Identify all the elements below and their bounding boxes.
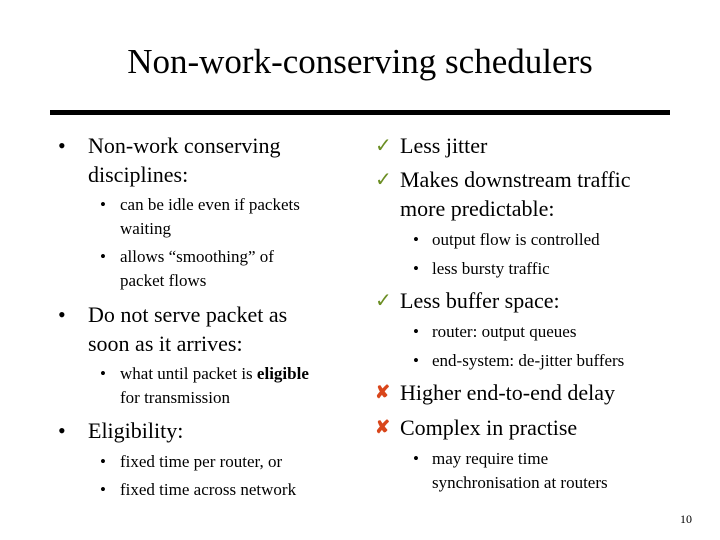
line: for transmission [120, 388, 231, 407]
bullet-icon: • [413, 449, 419, 468]
cross-icon: ✘ [375, 417, 391, 437]
bullet-icon: • [413, 259, 419, 278]
checkmark-icon: ✓ [375, 290, 392, 312]
emphasis: eligible [256, 364, 309, 383]
line: Non-work conserving [88, 133, 281, 158]
sub-bullet-text: fixed time across network [120, 480, 297, 499]
sub-bullet-text [120, 193, 300, 241]
bullet-icon: • [413, 322, 419, 341]
line: allows “smoothing” of [120, 247, 274, 266]
line: more predictable: [400, 196, 555, 221]
sub-bullet-text: less bursty traffic [432, 259, 550, 278]
line: Do not serve packet as [88, 302, 288, 327]
pro-text [400, 165, 631, 223]
con-text: Complex in practise [400, 415, 578, 440]
line: what until packet is [120, 364, 257, 383]
sub-bullet-text [120, 245, 274, 293]
sub-bullet-text: router: output queues [432, 322, 577, 341]
page-number: 10 [680, 512, 692, 526]
line: Makes downstream traffic [400, 167, 631, 192]
con-text: Higher end-to-end delay [400, 380, 616, 405]
bullet-icon: • [100, 195, 106, 214]
line: may require time [432, 449, 549, 468]
line: packet flows [120, 271, 207, 290]
pro-text: Less jitter [400, 133, 488, 158]
cross-icon: ✘ [375, 382, 391, 402]
sub-bullet-text: end-system: de-jitter buffers [432, 351, 625, 370]
bullet-icon: • [100, 247, 106, 266]
sub-bullet-text [432, 447, 608, 495]
line: soon as it arrives: [88, 331, 243, 356]
bullet-icon: • [413, 230, 419, 249]
bullet-icon: • [413, 351, 419, 370]
bullet-icon: • [58, 302, 66, 327]
line: synchronisation at routers [432, 473, 608, 492]
title-divider [50, 110, 670, 115]
checkmark-icon: ✓ [375, 135, 392, 157]
bullet-text: Eligibility: [88, 418, 184, 443]
bullet-icon: • [100, 480, 106, 499]
bullet-icon: • [100, 364, 106, 383]
bullet-icon: • [100, 452, 106, 471]
sub-bullet-text: fixed time per router, or [120, 452, 283, 471]
checkmark-icon: ✓ [375, 169, 392, 191]
bullet-text [88, 131, 280, 189]
bullet-text [88, 300, 287, 358]
slide-title: Non-work-conserving schedulers [127, 42, 593, 81]
sub-bullet-text [120, 362, 309, 410]
bullet-icon: • [58, 133, 66, 158]
pro-text: Less buffer space: [400, 288, 560, 313]
line: disciplines: [88, 162, 189, 187]
line: waiting [120, 219, 171, 238]
bullet-icon: • [58, 418, 66, 443]
line: can be idle even if packets [120, 195, 300, 214]
sub-bullet-text: output flow is controlled [432, 230, 600, 249]
